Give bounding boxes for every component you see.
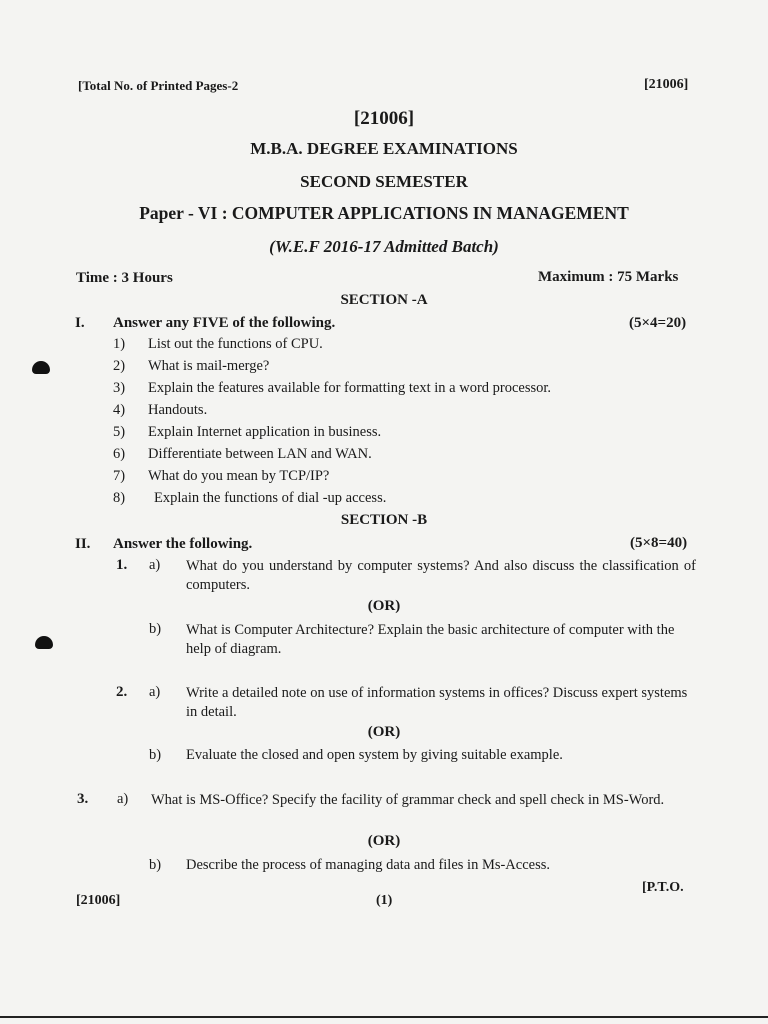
page-number: (1) [376, 893, 393, 908]
section-b-instruction: Answer the following. [113, 536, 253, 552]
paper-title: Paper - VI : COMPUTER APPLICATIONS IN MANAGEMENT [139, 203, 629, 223]
sub-question-label: b) [149, 747, 162, 763]
question-number: 7) [113, 468, 126, 484]
question-text: What do you understand by computer systems? And also discuss the classification of computers. [186, 558, 696, 593]
question-number: 2. [116, 684, 128, 700]
section-b-number: II. [75, 536, 91, 552]
paper-code: [21006] [353, 108, 415, 129]
question-text: Explain the features available for formatting text in a word processor. [148, 380, 552, 396]
max-marks: Maximum : 75 Marks [538, 269, 679, 285]
punch-hole [32, 361, 50, 374]
question-text: What is MS-Office? Specify the facility of grammar check and spell check in MS-Word. [151, 792, 665, 808]
question-number: 3. [77, 791, 89, 807]
question-text: Explain Internet application in business. [148, 424, 382, 440]
question-text: Explain the functions of dial -up access. [154, 490, 387, 506]
section-b-heading: SECTION -B [340, 512, 428, 528]
question-number: 5) [113, 424, 126, 440]
degree-title: M.B.A. DEGREE EXAMINATIONS [250, 139, 518, 158]
question-number: 1. [116, 557, 128, 573]
page-edge-line [0, 1016, 768, 1018]
question-text: What do you mean by TCP/IP? [148, 468, 330, 484]
paper-code-right: [21006] [644, 77, 689, 92]
question-number: 1) [113, 336, 126, 352]
question-text: What is Computer Architecture? Explain the basic architecture of computer with the help of diagram. [186, 622, 675, 657]
question-text: Evaluate the closed and open system by giving suitable example. [186, 747, 563, 763]
or-separator: (OR) [367, 724, 401, 740]
question-number: 2) [113, 358, 126, 374]
question-text: Describe the process of managing data and files in Ms-Access. [186, 857, 550, 873]
question-number: 6) [113, 446, 126, 462]
section-a-number: I. [75, 315, 85, 331]
section-a-heading: SECTION -A [340, 292, 428, 308]
time-label: Time : 3 Hours [76, 270, 173, 286]
sub-question-label: a) [149, 684, 161, 700]
question-number: 8) [113, 490, 126, 506]
question-text: What is mail-merge? [148, 358, 270, 374]
sub-question-label: a) [149, 557, 161, 573]
batch-line: (W.E.F 2016-17 Admitted Batch) [269, 237, 499, 256]
or-separator: (OR) [367, 833, 401, 849]
punch-hole [35, 636, 53, 649]
question-text: Handouts. [148, 402, 208, 418]
pto-label: [P.T.O. [642, 880, 684, 895]
question-number: 4) [113, 402, 126, 418]
semester-title: SECOND SEMESTER [300, 172, 468, 191]
or-separator: (OR) [367, 598, 401, 614]
sub-question-label: a) [117, 791, 129, 807]
total-pages: [Total No. of Printed Pages-2 [78, 78, 239, 93]
section-a-marks: (5×4=20) [629, 315, 687, 331]
section-a-instruction: Answer any FIVE of the following. [113, 315, 336, 331]
sub-question-label: b) [149, 621, 162, 637]
question-text: List out the functions of CPU. [148, 336, 323, 352]
question-number: 3) [113, 380, 126, 396]
section-b-marks: (5×8=40) [630, 535, 688, 551]
footer-code: [21006] [76, 893, 121, 908]
question-text: Write a detailed note on use of information systems in offices? Discuss expert systems in detail. [186, 685, 688, 720]
question-text: Differentiate between LAN and WAN. [148, 446, 372, 462]
sub-question-label: b) [149, 857, 162, 873]
